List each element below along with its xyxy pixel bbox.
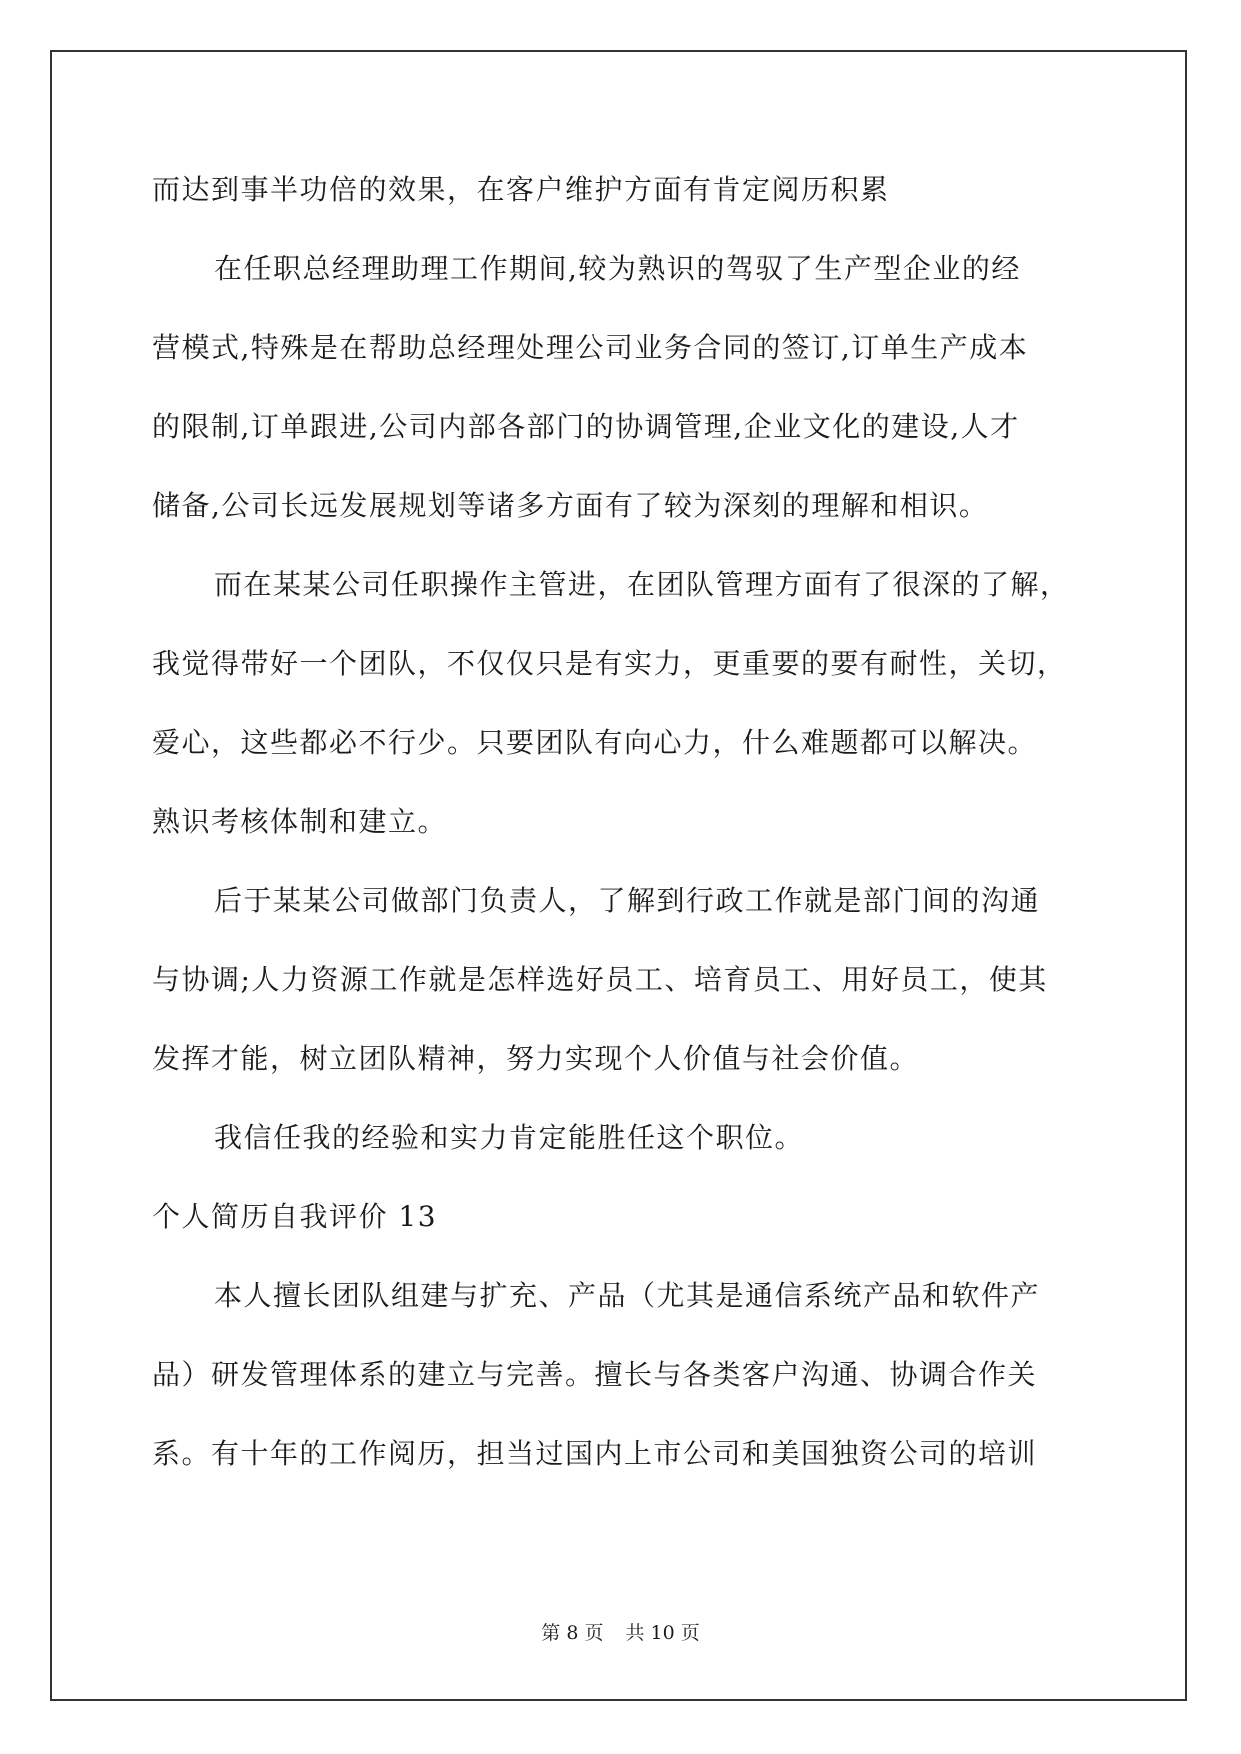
paragraph-line: 发挥才能，树立团队精神，努力实现个人价值与社会价值。 bbox=[152, 1042, 920, 1075]
page-total: 共 10 页 bbox=[625, 1622, 700, 1644]
paragraph-line: 与协调;人力资源工作就是怎样选好员工、培育员工、用好员工，使其 bbox=[152, 963, 1048, 996]
paragraph-line: 的限制,订单跟进,公司内部各部门的协调管理,企业文化的建设,人才 bbox=[152, 410, 1020, 443]
paragraph-line: 而达到事半功倍的效果，在客户维护方面有肯定阅历积累 bbox=[152, 173, 890, 206]
paragraph-line: 熟识考核体制和建立。 bbox=[152, 805, 448, 838]
paragraph-line: 后于某某公司做部门负责人，了解到行政工作就是部门间的沟通 bbox=[214, 884, 1041, 917]
section-heading: 个人简历自我评价 13 bbox=[152, 1200, 438, 1233]
paragraph-line: 爱心，这些都必不行少。只要团队有向心力，什么难题都可以解决。 bbox=[152, 726, 1038, 759]
paragraph-line: 储备,公司长远发展规划等诸多方面有了较为深刻的理解和相识。 bbox=[152, 489, 989, 522]
paragraph-line: 营模式,特殊是在帮助总经理处理公司业务合同的签订,订单生产成本 bbox=[152, 331, 1029, 364]
paragraph-line: 我信任我的经验和实力肯定能胜任这个职位。 bbox=[214, 1121, 805, 1154]
page-footer bbox=[0, 1618, 1241, 1645]
paragraph-line: 我觉得带好一个团队，不仅仅只是有实力，更重要的要有耐性，关切， bbox=[152, 647, 1067, 680]
paragraph-line: 系。有十年的工作阅历，担当过国内上市公司和美国独资公司的培训 bbox=[152, 1437, 1038, 1470]
paragraph-line: 本人擅长团队组建与扩充、产品（尤其是通信系统产品和软件产 bbox=[214, 1279, 1041, 1312]
page-number: 第 8 页 bbox=[541, 1622, 604, 1644]
document-body bbox=[152, 160, 1092, 1503]
paragraph-line: 品）研发管理体系的建立与完善。擅长与各类客户沟通、协调合作关 bbox=[152, 1358, 1038, 1391]
paragraph-line: 而在某某公司任职操作主管进，在团队管理方面有了很深的了解， bbox=[214, 568, 1070, 601]
paragraph-line: 在任职总经理助理工作期间,较为熟识的驾驭了生产型企业的经 bbox=[214, 252, 1021, 285]
